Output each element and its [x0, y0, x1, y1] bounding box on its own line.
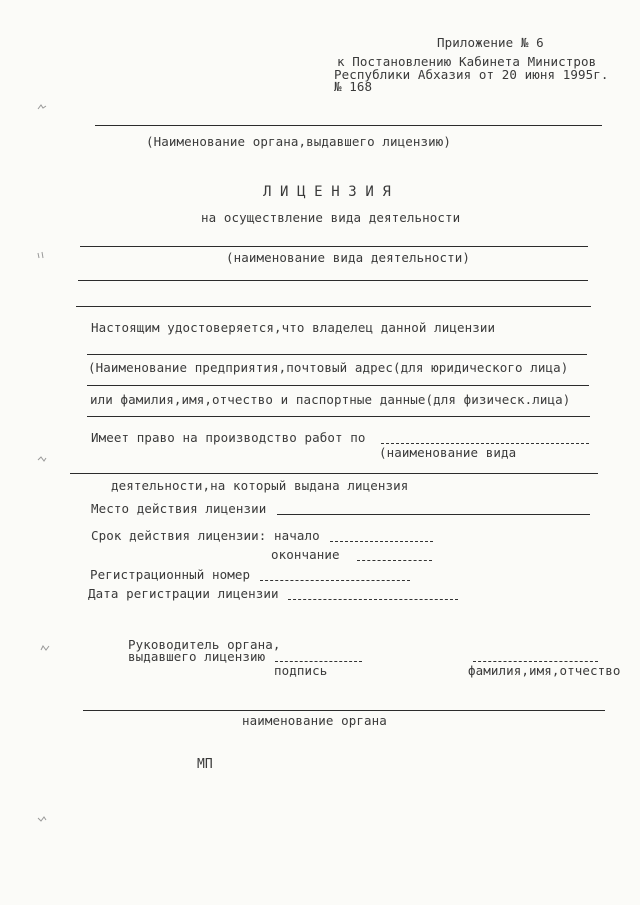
term-end-line [357, 560, 432, 561]
license-subtitle: на осуществление вида деятельности [201, 210, 461, 225]
right-text: Имеет право на производство работ по [91, 430, 366, 445]
activity-line-3 [76, 306, 591, 307]
issuer-caption: (Наименование органа,выдавшего лицензию) [146, 134, 452, 149]
reg-number-label: Регистрационный номер [90, 567, 251, 582]
appendix-label: Приложение № 6 [437, 35, 544, 50]
resolution-line-3: № 168 [334, 79, 373, 94]
activity-caption: (наименование вида деятельности) [226, 250, 471, 265]
sign-caption: подпись [274, 663, 328, 678]
organ-line [83, 710, 605, 711]
name-line [473, 661, 598, 662]
certify-text: Настоящим удостоверяется,что владелец данной лицензии [91, 320, 496, 335]
term-label: Срок действия лицензии: начало [91, 528, 320, 543]
person-line-top [87, 385, 589, 386]
term-start-line [330, 541, 433, 542]
term-end-label: окончание [271, 547, 340, 562]
head-line-1: Руководитель органа, [128, 637, 281, 652]
punch-mark [40, 644, 50, 652]
resolution-line-2: Республики Абхазия от 20 июня 1995г. [334, 67, 609, 82]
issuer-line [95, 125, 602, 126]
signature-line [275, 661, 362, 662]
enterprise-caption: (Наименование предприятия,почтовый адрес(для юридического лица) [88, 360, 569, 375]
stamp-place: МП [197, 757, 213, 772]
punch-mark [37, 251, 47, 259]
enterprise-line [87, 354, 587, 355]
organ-caption: наименование органа [242, 713, 387, 728]
right-line [381, 443, 589, 444]
person-line-bottom [87, 416, 590, 417]
activity-line-1 [80, 246, 588, 247]
reg-date-line [288, 599, 458, 600]
reg-number-line [260, 580, 410, 581]
head-line-2: выдавшего лицензию [128, 649, 266, 664]
name-caption: фамилия,имя,отчество [468, 663, 621, 678]
reg-date-label: Дата регистрации лицензии [88, 586, 279, 601]
resolution-line-1: к Постановлению Кабинета Министров [337, 54, 597, 69]
license-title: Л И Ц Е Н З И Я [263, 184, 391, 200]
punch-mark [37, 103, 47, 111]
activity-kind-caption: (наименование вида [379, 445, 517, 460]
activity-kind-continued: деятельности,на который выдана лицензия [111, 478, 409, 493]
punch-mark [37, 455, 47, 463]
person-caption: или фамилия,имя,отчество и паспортные данные(для физическ.лица) [90, 392, 571, 407]
activity-line-2 [78, 280, 588, 281]
punch-mark [37, 815, 47, 823]
activity-kind-line [70, 473, 598, 474]
place-line [277, 514, 590, 515]
place-label: Место действия лицензии [91, 501, 267, 516]
